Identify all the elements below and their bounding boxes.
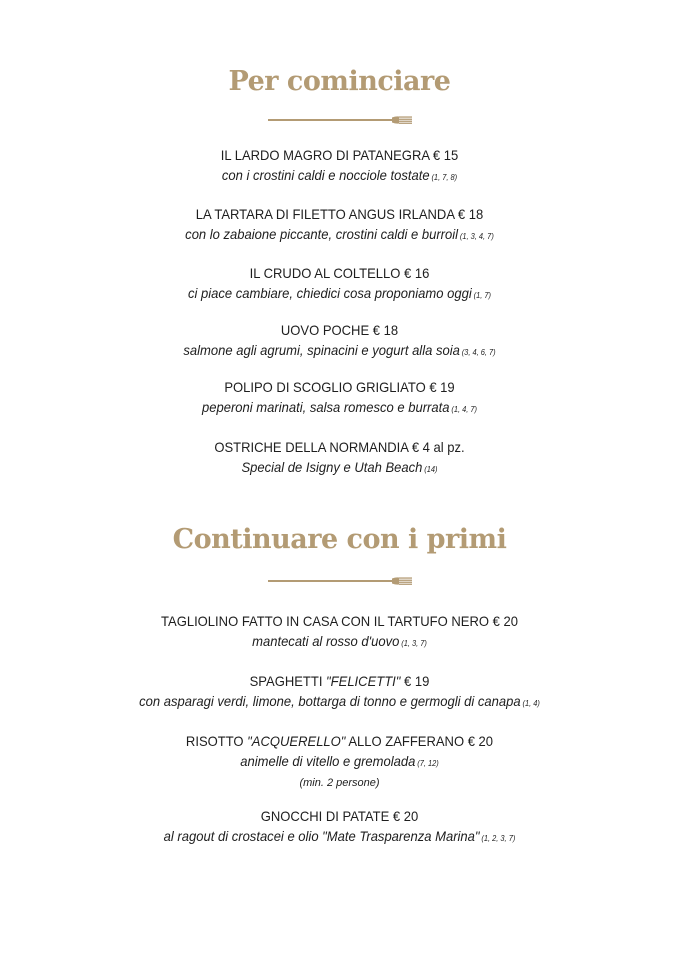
section-title-continuare-con-i-primi: Continuare con i primi <box>172 524 507 555</box>
allergens: (1, 7, 8) <box>431 173 458 182</box>
section-title-per-cominciare: Per cominciare <box>228 66 451 97</box>
allergens: (3, 4, 6, 7) <box>461 348 496 357</box>
item-name: RISOTTO "ACQUERELLO" ALLO ZAFFERANO € 20 <box>185 733 494 749</box>
allergens: (1, 4, 7) <box>451 405 478 414</box>
item-name: UOVO POCHE € 18 <box>280 322 399 338</box>
item-description: al ragout di crostacei e olio "Mate Trasparenza Marina" (1, 2, 3, 7) <box>163 828 516 844</box>
item-description: con lo zabaione piccante, crostini caldi e burroil (1, 3, 4, 7) <box>185 226 494 242</box>
item-name: GNOCCHI DI PATATE € 20 <box>260 808 419 824</box>
menu-item <box>0 145 679 188</box>
section-divider <box>268 576 413 586</box>
fork-icon <box>268 576 413 586</box>
menu-item <box>0 731 679 792</box>
item-name: IL CRUDO AL COLTELLO € 16 <box>249 265 430 281</box>
item-name: OSTRICHE DELLA NORMANDIA € 4 al pz. <box>214 439 465 455</box>
section-divider <box>268 115 413 125</box>
item-name: SPAGHETTI "FELICETTI" € 19 <box>249 673 430 689</box>
menu-item <box>0 377 679 420</box>
menu-item <box>0 204 679 247</box>
item-name: POLIPO DI SCOGLIO GRIGLIATO € 19 <box>224 379 455 395</box>
item-note: (min. 2 persone) <box>299 777 380 789</box>
menu-item <box>0 806 679 849</box>
allergens: (1, 7) <box>473 291 491 300</box>
allergens: (1, 4) <box>522 699 540 708</box>
item-name: IL LARDO MAGRO DI PATANEGRA € 15 <box>220 147 459 163</box>
menu-item <box>0 671 679 714</box>
allergens: (1, 3, 4, 7) <box>459 232 494 241</box>
menu-item <box>0 263 679 306</box>
item-description: peperoni marinati, salsa romesco e burrata (1, 4, 7) <box>201 399 478 415</box>
item-name: LA TARTARA DI FILETTO ANGUS IRLANDA € 18 <box>195 206 484 222</box>
fork-icon <box>268 115 413 125</box>
menu-item <box>0 437 679 480</box>
allergens: (1, 3, 7) <box>401 639 427 648</box>
item-description: salmone agli agrumi, spinacini e yogurt alla soia (3, 4, 6, 7) <box>183 342 496 358</box>
menu-item <box>0 320 679 363</box>
allergens: (14) <box>424 465 438 474</box>
item-description: con asparagi verdi, limone, bottarga di tonno e germogli di canapa (1, 4) <box>139 693 540 709</box>
item-description: mantecati al rosso d'uovo (1, 3, 7) <box>252 633 427 649</box>
item-name: TAGLIOLINO FATTO IN CASA CON IL TARTUFO NERO € 20 <box>161 613 518 629</box>
allergens: (1, 2, 3, 7) <box>481 834 516 843</box>
item-description: Special de Isigny e Utah Beach (14) <box>241 459 438 475</box>
item-description: animelle di vitello e gremolada (7, 12) <box>240 753 439 769</box>
item-description: con i crostini caldi e nocciole tostate (1, 7, 8) <box>221 167 458 183</box>
item-description: ci piace cambiare, chiedici cosa proponiamo oggi (1, 7) <box>188 285 491 301</box>
menu-item <box>0 611 679 654</box>
allergens: (7, 12) <box>417 759 439 768</box>
